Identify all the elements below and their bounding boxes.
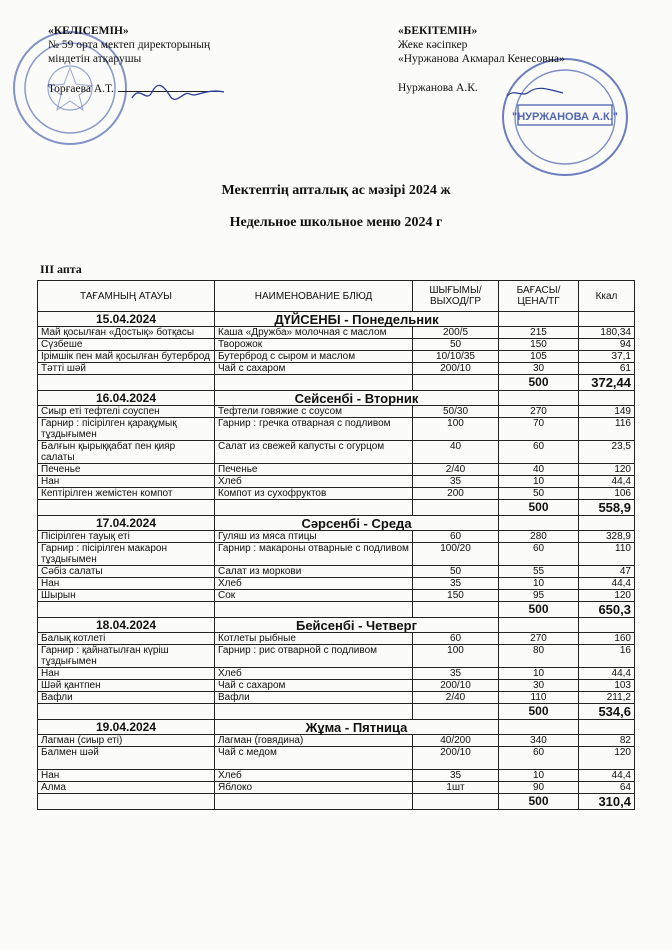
- dish-name-kz: Гарнир : пісірілген макарон тұздығымен: [38, 543, 215, 566]
- stamp-name: "НУРЖАНОВА А.К.": [512, 111, 618, 123]
- dish-name-ru: Гарнир : гречка отварная с подливом: [215, 418, 413, 441]
- day-date: 18.04.2024: [38, 618, 215, 633]
- dish-price: 340: [499, 735, 579, 747]
- dish-kcal: 44,4: [579, 668, 635, 680]
- dish-name-ru: Гуляш из мяса птицы: [215, 531, 413, 543]
- dish-name-kz: Шырын: [38, 590, 215, 602]
- dish-price: 10: [499, 578, 579, 590]
- dish-row: [38, 441, 635, 464]
- dish-row: [38, 351, 635, 363]
- day-total-kcal: 558,9: [579, 500, 635, 516]
- dish-output: 60: [413, 633, 499, 645]
- dish-name-ru: Творожок: [215, 339, 413, 351]
- dish-name-ru: Вафли: [215, 692, 413, 704]
- dish-price: 40: [499, 464, 579, 476]
- dish-price: 60: [499, 441, 579, 464]
- day-row: [38, 516, 635, 531]
- dish-kcal: 94: [579, 339, 635, 351]
- day-row: [38, 312, 635, 327]
- dish-kcal: 61: [579, 363, 635, 375]
- dish-price: 110: [499, 692, 579, 704]
- dish-kcal: 44,4: [579, 770, 635, 782]
- dish-row: [38, 680, 635, 692]
- dish-name-ru: Чай с медом: [215, 747, 413, 770]
- dish-output: 200: [413, 488, 499, 500]
- dish-row: [38, 590, 635, 602]
- dish-name-ru: Хлеб: [215, 770, 413, 782]
- dish-name-ru: Печенье: [215, 464, 413, 476]
- dish-row: [38, 488, 635, 500]
- day-name: ДҮЙСЕНБІ - Понедельник: [215, 312, 499, 327]
- signature-right: [505, 84, 565, 102]
- dish-row: [38, 531, 635, 543]
- day-date: 19.04.2024: [38, 720, 215, 735]
- dish-kcal: 211,2: [579, 692, 635, 704]
- dish-output: 10/10/35: [413, 351, 499, 363]
- dish-row: [38, 747, 635, 770]
- dish-name-ru: Яблоко: [215, 782, 413, 794]
- day-total-kcal: 650,3: [579, 602, 635, 618]
- dish-name-ru: Хлеб: [215, 578, 413, 590]
- dish-price: 60: [499, 543, 579, 566]
- day-total-kcal: 372,44: [579, 375, 635, 391]
- dish-output: 150: [413, 590, 499, 602]
- dish-row: [38, 543, 635, 566]
- dish-output: 50/30: [413, 406, 499, 418]
- dish-kcal: 120: [579, 590, 635, 602]
- dish-row: [38, 668, 635, 680]
- dish-row: [38, 327, 635, 339]
- dish-row: [38, 735, 635, 747]
- dish-name-kz: Нан: [38, 476, 215, 488]
- day-name: Бейсенбі - Четверг: [215, 618, 499, 633]
- dish-kcal: 110: [579, 543, 635, 566]
- dish-kcal: 82: [579, 735, 635, 747]
- approve-line2: «Нуржанова Акмарал Кенесовна»: [398, 53, 565, 65]
- dish-name-kz: Гарнир : қайнатылған күріш тұздығымен: [38, 645, 215, 668]
- dish-row: [38, 418, 635, 441]
- dish-price: 10: [499, 476, 579, 488]
- dish-name-kz: Ірімшік пен май қосылған бутерброд: [38, 351, 215, 363]
- dish-price: 70: [499, 418, 579, 441]
- dish-kcal: 44,4: [579, 476, 635, 488]
- dish-output: 200/10: [413, 747, 499, 770]
- dish-name-kz: Балмен шәй: [38, 747, 215, 770]
- total-row: [38, 375, 635, 391]
- title-kazakh: Мектептің апталық ас мәзірі 2024 ж: [221, 183, 451, 198]
- dish-price: 105: [499, 351, 579, 363]
- agree-name: Торғаева А.Т.: [48, 83, 114, 95]
- dish-row: [38, 476, 635, 488]
- day-total-price: 500: [499, 500, 579, 516]
- dish-price: 95: [499, 590, 579, 602]
- dish-output: 100: [413, 418, 499, 441]
- dish-output: 100/20: [413, 543, 499, 566]
- day-name: Сейсенбі - Вторник: [215, 391, 499, 406]
- dish-kcal: 37,1: [579, 351, 635, 363]
- dish-name-ru: Хлеб: [215, 668, 413, 680]
- dish-kcal: 328,9: [579, 531, 635, 543]
- dish-price: 50: [499, 488, 579, 500]
- day-row: [38, 391, 635, 406]
- day-row: [38, 720, 635, 735]
- dish-name-ru: Компот из сухофруктов: [215, 488, 413, 500]
- dish-output: 2/40: [413, 692, 499, 704]
- dish-row: [38, 692, 635, 704]
- dish-output: 1шт: [413, 782, 499, 794]
- col-header-price: БАҒАСЫ/ ЦЕНА/ТГ: [499, 281, 579, 312]
- dish-name-kz: Кептірілген жемістен компот: [38, 488, 215, 500]
- dish-name-ru: Салат из свежей капусты с огурцом: [215, 441, 413, 464]
- dish-kcal: 16: [579, 645, 635, 668]
- dish-kcal: 120: [579, 747, 635, 770]
- dish-name-kz: Гарнир : пісірілген қарақұмық тұздығымен: [38, 418, 215, 441]
- dish-name-kz: Лагман (сиыр еті): [38, 735, 215, 747]
- day-total-kcal: 534,6: [579, 704, 635, 720]
- dish-name-kz: Тәтті шәй: [38, 363, 215, 375]
- dish-row: [38, 566, 635, 578]
- dish-name-kz: Шәй қантпен: [38, 680, 215, 692]
- dish-kcal: 47: [579, 566, 635, 578]
- day-row: [38, 618, 635, 633]
- day-total-price: 500: [499, 704, 579, 720]
- day-date: 16.04.2024: [38, 391, 215, 406]
- dish-price: 55: [499, 566, 579, 578]
- dish-name-kz: Май қосылған «Достық» ботқасы: [38, 327, 215, 339]
- dish-kcal: 149: [579, 406, 635, 418]
- dish-price: 10: [499, 668, 579, 680]
- signature-left: [128, 82, 228, 106]
- dish-price: 10: [499, 770, 579, 782]
- dish-output: 200/5: [413, 327, 499, 339]
- dish-name-kz: Балғын қырыққабат пен қияр салаты: [38, 441, 215, 464]
- dish-name-ru: Бутерброд с сыром и маслом: [215, 351, 413, 363]
- dish-row: [38, 633, 635, 645]
- dish-row: [38, 645, 635, 668]
- dish-output: 2/40: [413, 464, 499, 476]
- day-total-price: 500: [499, 602, 579, 618]
- dish-row: [38, 464, 635, 476]
- dish-name-ru: Тефтели говяжие с соусом: [215, 406, 413, 418]
- dish-price: 80: [499, 645, 579, 668]
- dish-output: 200/10: [413, 680, 499, 692]
- dish-kcal: 116: [579, 418, 635, 441]
- dish-name-kz: Вафли: [38, 692, 215, 704]
- dish-output: 100: [413, 645, 499, 668]
- dish-name-ru: Салат из моркови: [215, 566, 413, 578]
- day-date: 17.04.2024: [38, 516, 215, 531]
- title-russian: Недельное школьное меню 2024 г: [229, 215, 443, 230]
- dish-price: 90: [499, 782, 579, 794]
- dish-kcal: 120: [579, 464, 635, 476]
- dish-price: 30: [499, 363, 579, 375]
- dish-price: 60: [499, 747, 579, 770]
- approve-line1: Жеке кәсіпкер: [398, 39, 468, 51]
- dish-output: 40/200: [413, 735, 499, 747]
- dish-row: [38, 363, 635, 375]
- dish-kcal: 23,5: [579, 441, 635, 464]
- week-label: III апта: [40, 262, 82, 276]
- dish-kcal: 180,34: [579, 327, 635, 339]
- dish-row: [38, 406, 635, 418]
- dish-price: 270: [499, 633, 579, 645]
- dish-name-kz: Нан: [38, 668, 215, 680]
- dish-name-kz: Балық котлеті: [38, 633, 215, 645]
- dish-name-ru: Чай с сахаром: [215, 680, 413, 692]
- day-total-price: 500: [499, 794, 579, 810]
- agree-line2: міндетін атқарушы: [48, 53, 142, 65]
- total-row: [38, 794, 635, 810]
- dish-kcal: 106: [579, 488, 635, 500]
- dish-price: 150: [499, 339, 579, 351]
- day-name: Жұма - Пятница: [215, 720, 499, 735]
- dish-output: 50: [413, 339, 499, 351]
- dish-price: 30: [499, 680, 579, 692]
- dish-name-ru: Чай с сахаром: [215, 363, 413, 375]
- dish-output: 60: [413, 531, 499, 543]
- dish-output: 35: [413, 770, 499, 782]
- approve-title: «БЕКІТЕМІН»: [398, 25, 478, 37]
- dish-name-ru: Котлеты рыбные: [215, 633, 413, 645]
- dish-name-ru: Гарнир : рис отварной с подливом: [215, 645, 413, 668]
- total-row: [38, 704, 635, 720]
- dish-price: 280: [499, 531, 579, 543]
- dish-price: 270: [499, 406, 579, 418]
- dish-output: 35: [413, 578, 499, 590]
- dish-name-kz: Сүзбеше: [38, 339, 215, 351]
- dish-kcal: 103: [579, 680, 635, 692]
- dish-row: [38, 782, 635, 794]
- dish-output: 35: [413, 476, 499, 488]
- dish-name-ru: Гарнир : макароны отварные с подливом: [215, 543, 413, 566]
- dish-output: 200/10: [413, 363, 499, 375]
- day-total-kcal: 310,4: [579, 794, 635, 810]
- dish-name-kz: Алма: [38, 782, 215, 794]
- col-header-ru: НАИМЕНОВАНИЕ БЛЮД: [215, 281, 413, 312]
- dish-output: 35: [413, 668, 499, 680]
- dish-kcal: 160: [579, 633, 635, 645]
- dish-row: [38, 770, 635, 782]
- dish-row: [38, 339, 635, 351]
- col-header-kcal: Ккал: [579, 281, 635, 312]
- dish-kcal: 44,4: [579, 578, 635, 590]
- menu-body: [38, 312, 635, 810]
- dish-name-kz: Нан: [38, 578, 215, 590]
- agree-title: «КЕЛІСЕМІН»: [48, 25, 129, 37]
- dish-name-ru: Сок: [215, 590, 413, 602]
- dish-name-kz: Сиыр еті тефтелі соуспен: [38, 406, 215, 418]
- dish-name-kz: Нан: [38, 770, 215, 782]
- day-total-price: 500: [499, 375, 579, 391]
- dish-name-ru: Хлеб: [215, 476, 413, 488]
- dish-row: [38, 578, 635, 590]
- dish-output: 50: [413, 566, 499, 578]
- dish-name-kz: Пісірілген тауық еті: [38, 531, 215, 543]
- dish-output: 40: [413, 441, 499, 464]
- day-date: 15.04.2024: [38, 312, 215, 327]
- approve-name: Нуржанова А.К.: [398, 82, 478, 94]
- col-header-kz: ТАҒАМНЫҢ АТАУЫ: [38, 281, 215, 312]
- day-name: Сәрсенбі - Среда: [215, 516, 499, 531]
- dish-name-ru: Лагман (говядина): [215, 735, 413, 747]
- dish-name-ru: Каша «Дружба» молочная с маслом: [215, 327, 413, 339]
- dish-kcal: 64: [579, 782, 635, 794]
- col-header-output: ШЫҒЫМЫ/ ВЫХОД/ГР: [413, 281, 499, 312]
- dish-price: 215: [499, 327, 579, 339]
- dish-name-kz: Сәбіз салаты: [38, 566, 215, 578]
- agree-line1: № 59 орта мектеп директорының: [48, 39, 211, 51]
- total-row: [38, 602, 635, 618]
- table-header: [38, 281, 635, 312]
- total-row: [38, 500, 635, 516]
- menu-table: [37, 280, 635, 810]
- dish-name-kz: Печенье: [38, 464, 215, 476]
